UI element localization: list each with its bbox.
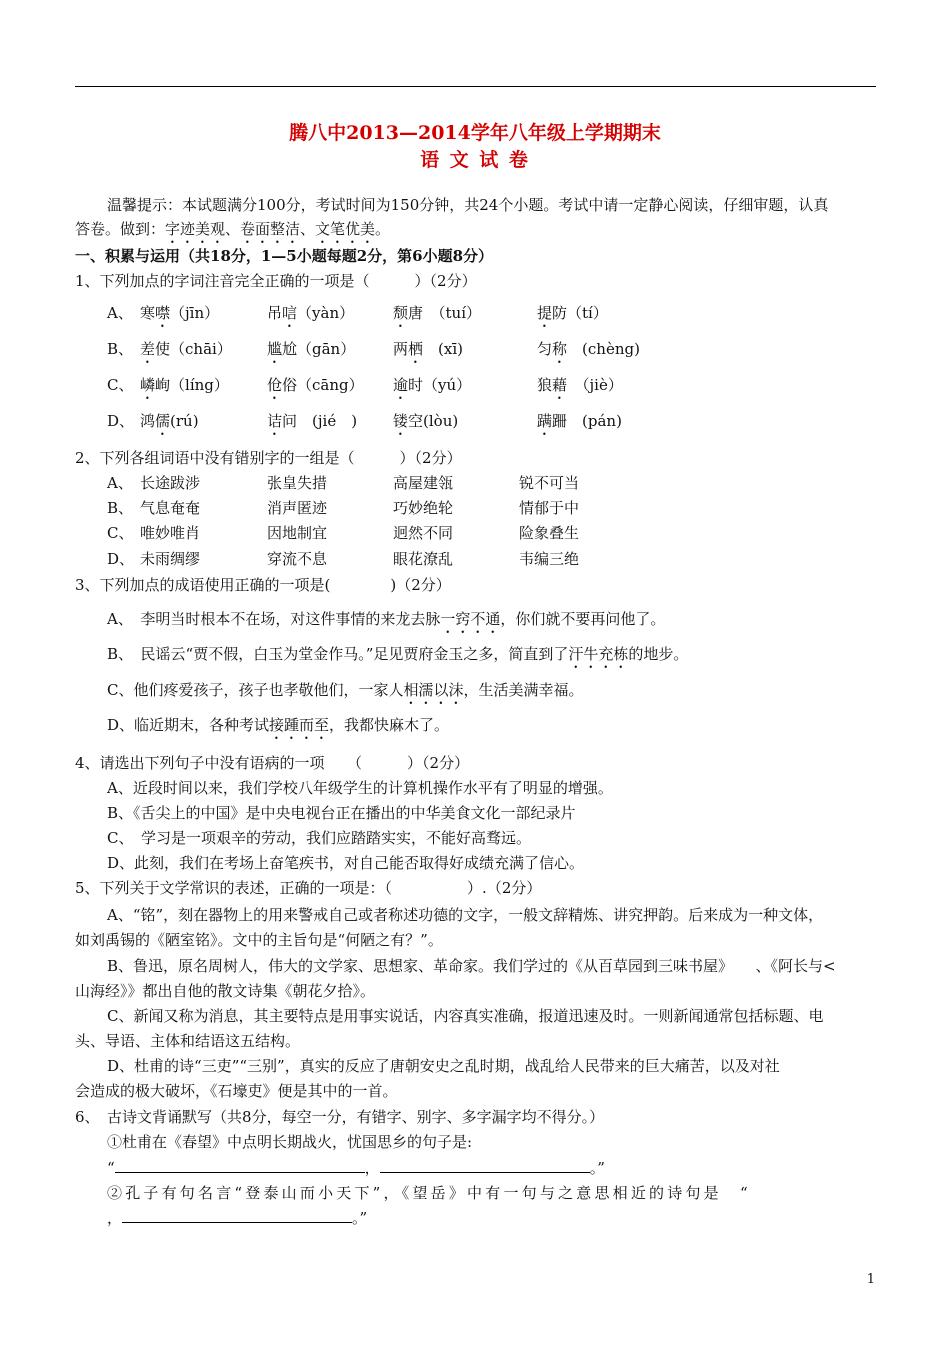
question-5-option-b: B、鲁迅，原名周树人，伟大的文学家、思想家、革命家。我们学过的《从百草园到三味书屋》 、《阿长与< xyxy=(107,957,836,975)
option-item: 嶙峋（líng） xyxy=(140,376,229,394)
option-text: C、他们疼爱孩子，孩子也孝敬他们，一家人 xyxy=(107,681,404,699)
option-item: 韦编三绝 xyxy=(519,550,580,568)
option-item: 匀称 (chèng) xyxy=(537,340,640,358)
question-5-option-a-cont: 如刘禹锡的《陋室铭》。文中的主旨句是“何陋之有？”。 xyxy=(75,931,443,949)
question-3-option-a xyxy=(107,609,665,637)
option-text: A、 李明当时根本不在场，对这件事情的来龙去脉 xyxy=(107,610,441,628)
option-item: 张皇失措 xyxy=(267,474,328,492)
exam-title: 腾八中2013—2014学年八年级上学期期末 xyxy=(289,122,661,144)
tip-line-1: 温馨提示：本试题满分100分，考试时间为150分钟，共24个小题。考试中请一定静心阅读，仔细审题，认真 xyxy=(107,196,829,214)
option-item: 穿流不息 xyxy=(267,550,328,568)
option-text: ，你们就不要再问他了。 xyxy=(500,610,666,628)
question-5-option-c-cont: 头、导语、主体和结语这五结构。 xyxy=(75,1032,301,1050)
question-6-item-2-answer xyxy=(107,1208,367,1228)
tip-prefix: 答卷。做到： xyxy=(75,220,166,238)
option-item: 镂空(lòu) xyxy=(393,412,459,430)
question-4-option-b: B、《舌尖上的中国》是中央电视台正在播出的中华美食文化一部纪录片 xyxy=(107,804,576,822)
question-4-option-d: D、此刻，我们在考场上奋笔疾书，对自己能否取得好成绩充满了信心。 xyxy=(107,854,585,872)
option-text: ，生活美满幸福。 xyxy=(463,681,584,699)
option-item: 气息奄奄 xyxy=(140,499,201,517)
option-item: 差使（chāi） xyxy=(140,340,232,358)
punctuation: 。” xyxy=(352,1209,368,1227)
punctuation: ， xyxy=(364,1159,380,1177)
option-letter: C、 xyxy=(107,376,134,394)
option-text: D、临近期末，各种考试 xyxy=(107,716,270,734)
question-3-option-d xyxy=(107,715,449,743)
option-item: 颓唐 （tuí） xyxy=(393,304,482,322)
exam-subtitle: 语 文 试 卷 xyxy=(420,149,530,171)
option-letter: B、 xyxy=(107,499,134,517)
question-6-item-1-answer xyxy=(107,1158,605,1178)
question-5-option-c: C、新闻又称为消息，其主要特点是用事实说话，内容真实准确，报道迅速及时。一则新闻通常包括标题、电 xyxy=(107,1007,824,1025)
question-5-option-b-cont: 山海经》》都出自他的散文诗集《朝花夕拾》。 xyxy=(75,982,376,1000)
question-3: 3、下列加点的成语使用正确的一项是( )（2分） xyxy=(75,576,451,594)
option-item: 吊唁（yàn） xyxy=(267,304,355,322)
option-item: 寒噤（jīn） xyxy=(140,304,220,322)
question-5: 5、下列关于文学常识的表述，正确的一项是：（ ）.（2分） xyxy=(75,879,542,897)
tip-emphasis: 字迹美观、卷面整洁、文笔优美。 xyxy=(165,220,391,238)
option-item: 锐不可当 xyxy=(519,474,580,492)
option-item: 鸿儒(rú) xyxy=(140,412,199,430)
punctuation: ， xyxy=(107,1209,123,1227)
idiom-emphasis: 接踵而至 xyxy=(269,716,330,734)
option-item: 逾时（yú） xyxy=(393,376,472,394)
punctuation: 。” xyxy=(589,1159,605,1177)
answer-blank[interactable] xyxy=(115,1158,365,1173)
quote-mark: “ xyxy=(107,1159,115,1177)
question-2: 2、下列各组词语中没有错别字的一组是（ ）（2分） xyxy=(75,449,462,467)
idiom-emphasis: 汗牛充栋 xyxy=(568,645,629,663)
page-number: 1 xyxy=(866,1272,875,1287)
question-6-item-1: ①杜甫在《春望》中点明长期战火，忧国思乡的句子是: xyxy=(107,1133,473,1151)
option-item: 巧妙绝轮 xyxy=(393,499,454,517)
option-text: ，我都快麻木了。 xyxy=(329,716,450,734)
question-5-option-a: A、“铭”，刻在器物上的用来警戒自己或者称述功德的文字，一般文辞精炼、讲究押韵。后来成为一种文体， xyxy=(107,906,824,924)
header-rule xyxy=(75,86,876,87)
section-1-heading: 一、积累与运用（共18分，1—5小题每题2分，第6小题8分） xyxy=(75,247,494,265)
option-text: 的地步。 xyxy=(628,645,689,663)
answer-blank[interactable] xyxy=(380,1158,590,1173)
question-4: 4、请选出下列句子中没有语病的一项 （ ）（2分） xyxy=(75,754,470,772)
option-item: 迥然不同 xyxy=(393,524,454,542)
question-6-item-2: ②孔子有句名言“登泰山而小天下”，《望岳》中有一句与之意思相近的诗句是 “ xyxy=(107,1184,751,1202)
question-1: 1、下列加点的字词注音完全正确的一项是（ ）（2分） xyxy=(75,272,477,290)
option-item: 情郁于中 xyxy=(519,499,580,517)
option-letter: C、 xyxy=(107,524,134,542)
option-item: 未雨绸缪 xyxy=(140,550,201,568)
option-item: 尴尬（gān） xyxy=(267,340,356,358)
option-item: 唯妙唯肖 xyxy=(140,524,201,542)
question-3-option-b xyxy=(107,644,688,672)
option-item: 伧俗（cāng） xyxy=(267,376,364,394)
option-item: 提防（tí） xyxy=(537,304,608,322)
option-letter: A、 xyxy=(107,474,133,492)
idiom-emphasis: 相濡以沫 xyxy=(403,681,464,699)
option-item: 消声匿迹 xyxy=(267,499,328,517)
option-item: 长途跋涉 xyxy=(140,474,201,492)
answer-blank[interactable] xyxy=(122,1208,352,1223)
question-4-option-c: C、 学习是一项艰辛的劳动，我们应踏踏实实，不能好高骛远。 xyxy=(107,829,531,847)
question-4-option-a: A、近段时间以来，我们学校八年级学生的计算机操作水平有了明显的增强。 xyxy=(107,779,613,797)
question-5-option-d: D、杜甫的诗“三吏”“三别”，真实的反应了唐朝安史之乱时期，战乱给人民带来的巨大痛苦，以及对社 xyxy=(107,1057,780,1075)
tip-line-2 xyxy=(75,219,390,247)
option-item: 高屋建瓴 xyxy=(393,474,454,492)
option-item: 因地制宜 xyxy=(267,524,328,542)
option-item: 险象叠生 xyxy=(519,524,580,542)
option-item: 两栖 (xī) xyxy=(393,340,463,358)
option-item: 眼花潦乱 xyxy=(393,550,454,568)
option-item: 诘问 (jié ) xyxy=(267,412,358,430)
option-letter: B、 xyxy=(107,340,134,358)
option-item: 狼藉 （jiè） xyxy=(537,376,623,394)
option-text: B、 民谣云“贾不假，白玉为堂金作马。”足见贾府金玉之多，简直到了 xyxy=(107,645,569,663)
option-letter: D、 xyxy=(107,412,135,430)
question-6: 6、 古诗文背诵默写（共8分，每空一分，有错字、别字、多字漏字均不得分。） xyxy=(75,1108,605,1126)
option-item: 蹒跚 (pán) xyxy=(537,412,622,430)
option-letter: D、 xyxy=(107,550,135,568)
question-3-option-c xyxy=(107,680,584,708)
question-5-option-d-cont: 会造成的极大破坏，《石壕吏》便是其中的一首。 xyxy=(75,1082,398,1100)
idiom-emphasis: 一窍不通 xyxy=(440,610,501,628)
option-letter: A、 xyxy=(107,304,133,322)
